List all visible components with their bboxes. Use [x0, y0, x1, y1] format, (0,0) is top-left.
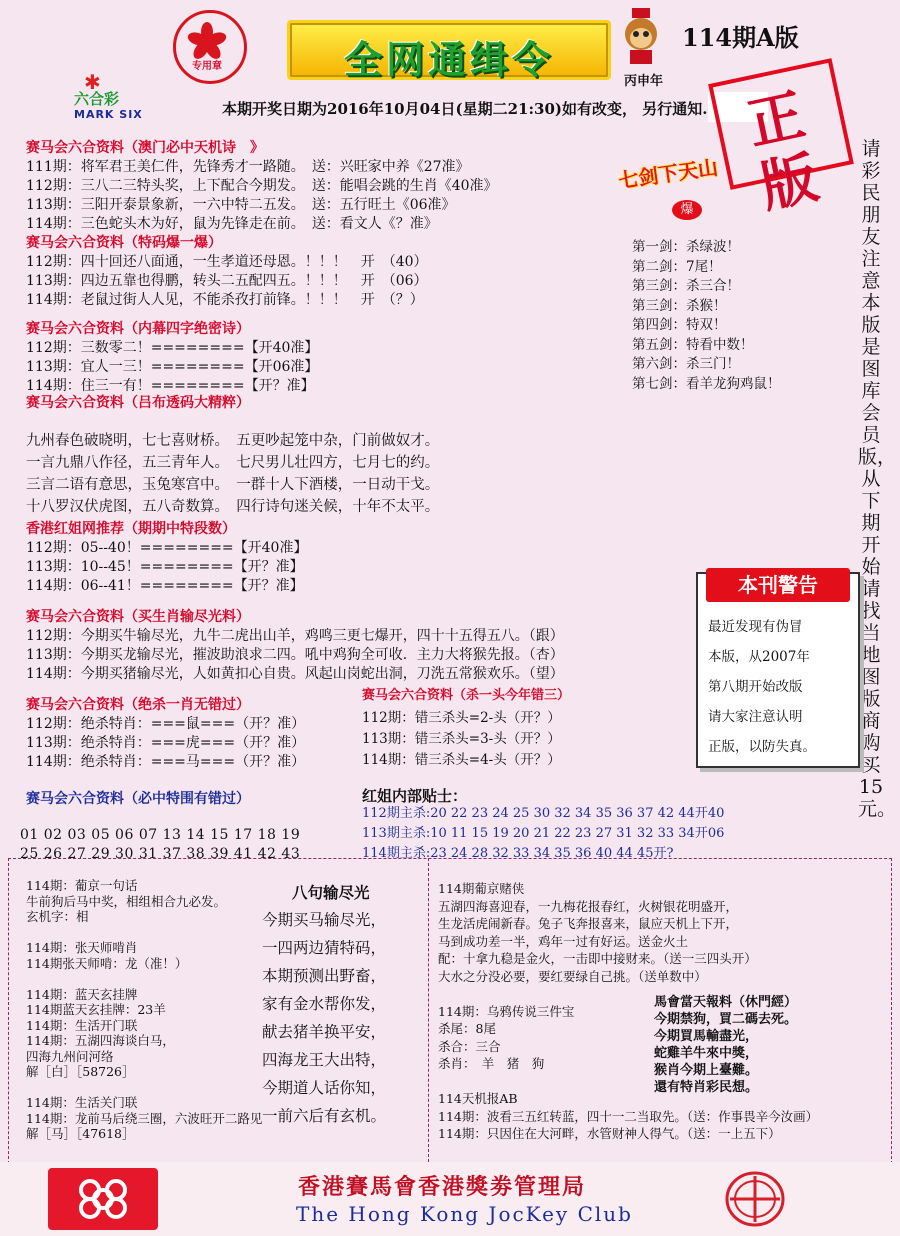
list-item: 解［马］［47618］ — [26, 1126, 135, 1141]
monkey-mascot-icon — [614, 8, 668, 68]
lottery-emblem-icon — [722, 1168, 788, 1230]
year-label: 丙申年 — [624, 74, 664, 89]
list-item: 第六剑：杀三门！ — [632, 356, 740, 372]
list-item: 114期：老鼠过街人人见，不能杀孜打前锋。！！！ 开 （？） — [26, 292, 424, 308]
list-item: 112期：05--40！========【开40准】 — [26, 540, 308, 556]
warning-text — [708, 612, 816, 762]
bottom-left-column — [26, 878, 262, 1142]
list-item: 第七剑：看羊龙狗鸡鼠！ — [632, 375, 781, 392]
draw-date-notice: 本期开奖日期为2016年10月04日(星期二21:30)如有改变， 另行通知. — [222, 100, 708, 118]
section-title: 赛马会六合资料（吕布透码大精粹） — [26, 395, 250, 411]
poem-line: 本期预测出野畜， — [262, 967, 387, 985]
section-red-sister-tips — [362, 786, 467, 806]
list-item: 第五剑：特看中数！ — [632, 336, 754, 353]
list-item: 114期：龙前马后绕三圈，六波旺开二路见 — [26, 1110, 263, 1126]
list-item: 牛前狗后马中奖，相组相合九必发。 — [26, 893, 227, 909]
section-zodiac-lose — [26, 608, 564, 684]
number-row: 25 26 27 29 30 31 37 38 39 41 42 43 — [20, 846, 301, 862]
list-item: 114期：乌鸦传说三件宝 — [438, 1003, 575, 1019]
footer-en: The Hong Kong JocKey Club — [296, 1202, 633, 1226]
list-item: 杀肖： 羊 猪 狗 — [438, 1056, 545, 1071]
list-item: 112期：三数零二！========【开40准】 — [26, 340, 319, 356]
list-item: 第三剑：杀猴！ — [632, 297, 727, 314]
list-item: 113期：宜人一三！========【开06准】 — [26, 359, 319, 375]
section-title: 赛马会六合资料（澳门必中天机诗 》 — [26, 140, 264, 156]
list-item: 112期主杀:20 22 23 24 25 30 32 34 35 36 37 42 44开40 — [362, 806, 725, 821]
section-kill-zodiac — [26, 696, 305, 772]
list-item: 113期：10--45！========【开？准】 — [26, 559, 304, 575]
poem-line: 献去猪羊换平安， — [262, 1023, 387, 1041]
section-title: 赛马会六合资料（买生肖输尽光料） — [26, 609, 250, 625]
list-item: 111期：将军君王美仁件，先锋秀才一路随。 送：兴旺家中养《27准》 — [26, 159, 470, 175]
list-item: 馬會當天報料（休門經） — [654, 995, 798, 1010]
poem-line: 九州春色破晓明，七七喜财桥。 五更吵起笼中杂，门前做奴才。 — [26, 433, 440, 449]
list-item: 杀尾：8尾 — [438, 1021, 496, 1036]
stamp-text: 正版 — [742, 82, 824, 221]
official-seal — [173, 10, 247, 84]
list-item: 玄机字：相 — [26, 909, 89, 924]
list-item: 第四剑：特双！ — [632, 317, 727, 333]
poem-title: 八句输尽光 — [292, 883, 370, 902]
list-item: 112期：绝杀特肖：===鼠===（开？准） — [26, 716, 306, 732]
list-item: 113期：三阳开泰景象新，一六中特二五发。 送：五行旺土《06准》 — [26, 197, 456, 213]
list-item: 114期葡京赌侠 — [438, 881, 525, 896]
list-item: 還有特肖彩民想。 — [654, 1080, 759, 1095]
number-row: 01 02 03 05 06 07 13 14 15 17 18 19 — [20, 827, 301, 843]
list-item: 114期：绝杀特肖：===马===（开？准） — [26, 754, 306, 770]
list-item: 114期：住三一有！========【开？准】 — [26, 378, 315, 394]
list-item: 第三剑：杀三合！ — [632, 278, 740, 294]
section-lvbu-code — [26, 394, 250, 413]
footer-cn: 香港賽馬會香港獎劵管理局 — [298, 1174, 587, 1200]
warning-line: 正版，以防失真。 — [708, 739, 816, 755]
section-title: 赛马会六合资料（绝杀一肖无错过） — [26, 697, 250, 713]
warning-line: 最近发现有伪冒 — [708, 619, 803, 635]
list-item: 大水之分没必要，要红要绿自己挑。（送单数中） — [438, 968, 707, 984]
poem-line: 家有金水帮你发， — [262, 995, 387, 1013]
section-title: 赛马会六合资料（杀一头今年错三） — [362, 688, 571, 703]
list-item: 114期：生活关门联 — [26, 1095, 138, 1110]
list-item: 第一剑：杀绿波！ — [632, 239, 740, 255]
section-title: 赛马会六合资料（必中特围有错过） — [26, 791, 250, 807]
title-banner — [287, 20, 611, 80]
list-item: 解［白］［58726］ — [26, 1064, 135, 1079]
list-item: 114期张天师啃：龙（准！） — [26, 955, 188, 971]
section-kill-head — [362, 686, 570, 705]
section-red-sister-segments — [26, 520, 307, 596]
poem-line: 一前六后有玄机。 — [262, 1107, 387, 1125]
star-icon: ✱ — [84, 70, 101, 94]
warning-title: 本刊警告 — [706, 568, 850, 602]
list-item: 今期禁狗，買二碼去死。 — [654, 1012, 798, 1027]
list-item: 114期：错三杀头=4-头（开？） — [362, 752, 561, 768]
list-item: 112期：三八二三特头奖，上下配合今期发。 送：能唱会跳的生肖《40准》 — [26, 178, 498, 194]
logo-en-text: MARK SIX — [74, 108, 143, 121]
section-special-code — [26, 234, 428, 310]
list-item: 杀合：三合 — [438, 1038, 501, 1054]
seal-text: 专用章 — [192, 61, 222, 72]
poem-line: 一四两边猜特码， — [262, 939, 387, 957]
section-macau-poem — [26, 139, 498, 234]
lvbu-poem — [26, 430, 439, 518]
list-item: 第二剑：7尾！ — [632, 258, 722, 275]
list-item: 113期：今期买龙输尽光，摧波助浪求二四。吼中鸡狗全可收．主力大将猴先报。（杏） — [26, 647, 564, 663]
eight-line-poem — [262, 880, 386, 1130]
explode-badge: 爆 — [672, 200, 702, 220]
list-item: 114天机报AB — [438, 1091, 518, 1106]
section-special-range — [26, 790, 250, 809]
issue-label: 114期A版 — [682, 23, 799, 52]
section-title: 香港红姐网推荐（期期中特段数） — [26, 521, 236, 537]
list-item: 114期：波看三五红转蓝，四十一二当取先。（送：作事畏辛今汝画） — [438, 1108, 819, 1124]
list-item: 今期買馬輸盡光， — [654, 1029, 759, 1044]
section-four-word-poem — [26, 320, 318, 396]
section-title: 赛马会六合资料（特码爆一爆） — [26, 235, 222, 251]
logo-cn-text: 六合彩 — [74, 90, 120, 108]
poem-line: 一言九鼎八作径，五三青年人。 七尺男儿壮四方，七月七的约。 — [26, 455, 440, 471]
poem-line: 三言二语有意思，玉兔寒宫中。 一群十人下酒楼，一日动干戈。 — [26, 477, 440, 493]
list-item: 114期：张天师啃肖 — [26, 940, 138, 955]
kill-head-list — [362, 708, 561, 771]
poem-line: 今期买马输尽光， — [262, 911, 387, 929]
list-item: 蛇雞羊牛來中獎， — [654, 1046, 759, 1061]
warning-line: 第八期开始改版 — [708, 679, 803, 695]
warning-line: 请大家注意认明 — [708, 709, 803, 725]
horse-club-daily — [654, 994, 797, 1096]
poem-line: 四海龙王大出特， — [262, 1051, 387, 1069]
list-item: 114期：06--41！========【开？准】 — [26, 578, 304, 594]
list-item: 马到成功差一半，鸡年一过有好运。送金火土 — [438, 933, 689, 949]
warning-line: 本版，从2007年 — [708, 649, 810, 665]
side-notice: 请彩民朋友注意本版是图库会员版，从下期开始请找当地图版商购买15元。 — [858, 138, 897, 820]
section-title: 红姐内部贴士： — [362, 787, 468, 805]
poem-line: 今期道人话你知， — [262, 1079, 387, 1097]
genuine-stamp — [708, 58, 854, 221]
list-item: 猴肖今期上臺難。 — [654, 1063, 759, 1078]
list-item: 配：十拿九稳是金火，一击即中接财来。（送一三四头开） — [438, 951, 757, 966]
seven-swords-list — [632, 238, 781, 394]
list-item: 113期：四边五靠也得鹏，转头二五配四五。！！！ 开 （06） — [26, 273, 428, 289]
list-item: 114期：生活开门联 — [26, 1017, 138, 1033]
warning-box — [696, 572, 860, 768]
list-item: 114期蓝天玄挂牌：23羊 — [26, 1002, 166, 1017]
list-item: 114期：今期买猪输尽光，人如黄扣心自贵。风起山岗蛇出洞，刀洗五常猴欢乐。（望） — [26, 666, 564, 682]
list-item: 114期：蓝天玄挂牌 — [26, 986, 138, 1002]
list-item: 114期：五湖四海谈白马， — [26, 1033, 175, 1048]
list-item: 114期：葡京一句话 — [26, 878, 138, 893]
list-item: 113期：错三杀头=3-头（开？） — [362, 731, 561, 747]
list-item: 112期：错三杀头=2-头（开？） — [362, 710, 561, 726]
list-item: 114期：三色蛇头木为好，鼠为先锋走在前。 送：看文人《？准》 — [26, 216, 438, 232]
list-item: 113期：绝杀特肖：===虎===（开？准） — [26, 735, 306, 751]
mark-six-logo — [70, 70, 160, 120]
list-item: 生龙活虎闹新春。兔子飞奔报喜来，鼠应天机上下开， — [438, 916, 739, 931]
poem-line: 十八罗汉伏虎图，五八奇数算。 四行诗句迷关候，十年不太平。 — [26, 499, 440, 515]
section-title: 赛马会六合资料（内幕四字绝密诗） — [26, 321, 250, 337]
seven-swords-title: 七剑下天山 — [617, 155, 720, 193]
list-item: 114期：只因住在大河畔，水管财神人得气。（送：一上五下） — [438, 1126, 781, 1141]
list-item: 113期主杀:10 11 15 19 20 21 22 23 27 31 32 33 34开06 — [362, 826, 725, 841]
frame-divider — [428, 858, 429, 1162]
list-item: 114期主杀:23 24 28 32 33 34 35 36 40 44 45开? — [362, 846, 674, 861]
list-item: 五湖四海喜迎春，一九梅花报春红，火树银花明盛开， — [438, 898, 739, 914]
list-item: 112期：四十回还八面通，一生孝道还母恩。！！！ 开 （40） — [26, 254, 428, 270]
jockey-club-logo-icon — [48, 1168, 158, 1230]
list-item: 四海九州问河络 — [26, 1048, 114, 1064]
main-kill-list — [362, 804, 724, 864]
page-title: 全网通缉令 — [343, 38, 554, 82]
list-item: 112期：今期买牛输尽光，九牛二虎出山羊，鸡鸣三更七爆开，四十十五得五八。（跟） — [26, 628, 564, 644]
